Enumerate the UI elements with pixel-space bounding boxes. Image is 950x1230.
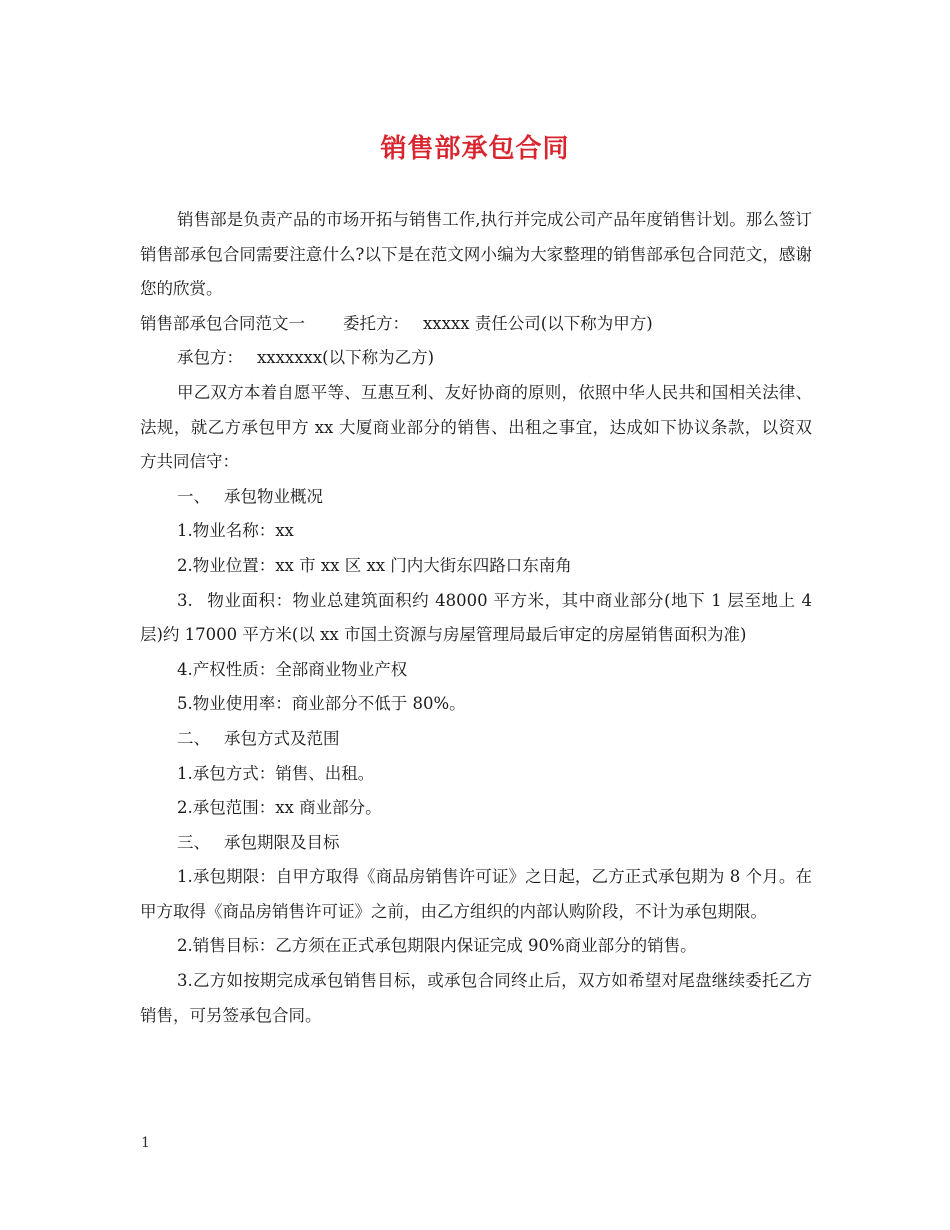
section-1-item-4: 4.产权性质：全部商业物业产权 — [177, 659, 408, 679]
preamble-paragraph: 甲乙双方本着自愿平等、互惠互利、友好协商的原则，依照中华人民共和国相关法律、法规，就乙方承包甲方 xx 大厦商业部分的销售、出租之事宜，达成如下协议条款，以资双方共同信守： — [140, 382, 812, 472]
section-3-item-2: 2.销售目标：乙方须在正式承包期限内保证完成 90%商业部分的销售。 — [177, 936, 697, 956]
client-label: 委托方： — [343, 313, 409, 333]
document-body — [140, 203, 812, 1033]
sample-heading-line — [140, 307, 812, 342]
section-1-title: 承包物业概况 — [224, 486, 323, 506]
section-1-heading — [140, 480, 812, 515]
section-3-item-3: 3.乙方如按期完成承包销售目标，或承包合同终止后，双方如希望对尾盘继续委托乙方销售，可另签承包合同。 — [140, 971, 812, 1025]
section-1-item-5: 5.物业使用率：商业部分不低于 80%。 — [177, 694, 466, 714]
contractor-line — [140, 341, 812, 376]
section-1-item-3-number: 3. — [177, 590, 193, 610]
contractor-label: 承包方： — [177, 348, 243, 368]
section-2-heading — [140, 722, 812, 757]
section-3-heading — [140, 826, 812, 861]
section-1-item-3-text: 物业面积：物业总建筑面积约 48000 平方米，其中商业部分(地下 1 层至地上 4 层)约 17000 平方米(以 xx 市国土资源与房屋管理局最后审定的房屋销售面积为准) — [140, 590, 812, 645]
client-value: xxxxx 责任公司(以下称为甲方) — [423, 313, 653, 333]
section-2-title: 承包方式及范围 — [224, 728, 340, 748]
section-3-title: 承包期限及目标 — [224, 832, 340, 852]
section-1-item-3 — [140, 584, 812, 653]
section-1-number: 一、 — [177, 486, 210, 506]
section-2-item-2: 2.承包范围：xx 商业部分。 — [177, 798, 382, 818]
section-1-item-2: 2.物业位置：xx 市 xx 区 xx 门内大街东四路口东南角 — [177, 555, 572, 575]
sample-heading: 销售部承包合同范文一 — [140, 313, 305, 333]
section-1-item-1: 1.物业名称：xx — [177, 521, 294, 541]
document-title: 销售部承包合同 — [380, 134, 570, 164]
section-2-number: 二、 — [177, 728, 210, 748]
contractor-value: xxxxxxx(以下称为乙方) — [257, 348, 435, 368]
section-3-number: 三、 — [177, 832, 210, 852]
page-number: 1 — [141, 1135, 150, 1151]
intro-paragraph: 销售部是负责产品的市场开拓与销售工作,执行并完成公司产品年度销售计划。那么签订销售部承包合同需要注意什么?以下是在范文网小编为大家整理的销售部承包合同范文，感谢您的欣赏。 — [140, 210, 812, 299]
section-3-item-1: 1.承包期限：自甲方取得《商品房销售许可证》之日起，乙方正式承包期为 8 个月。在甲方取得《商品房销售许可证》之前，由乙方组织的内部认购阶段，不计为承包期限。 — [140, 867, 812, 921]
section-2-item-1: 1.承包方式：销售、出租。 — [177, 763, 375, 783]
